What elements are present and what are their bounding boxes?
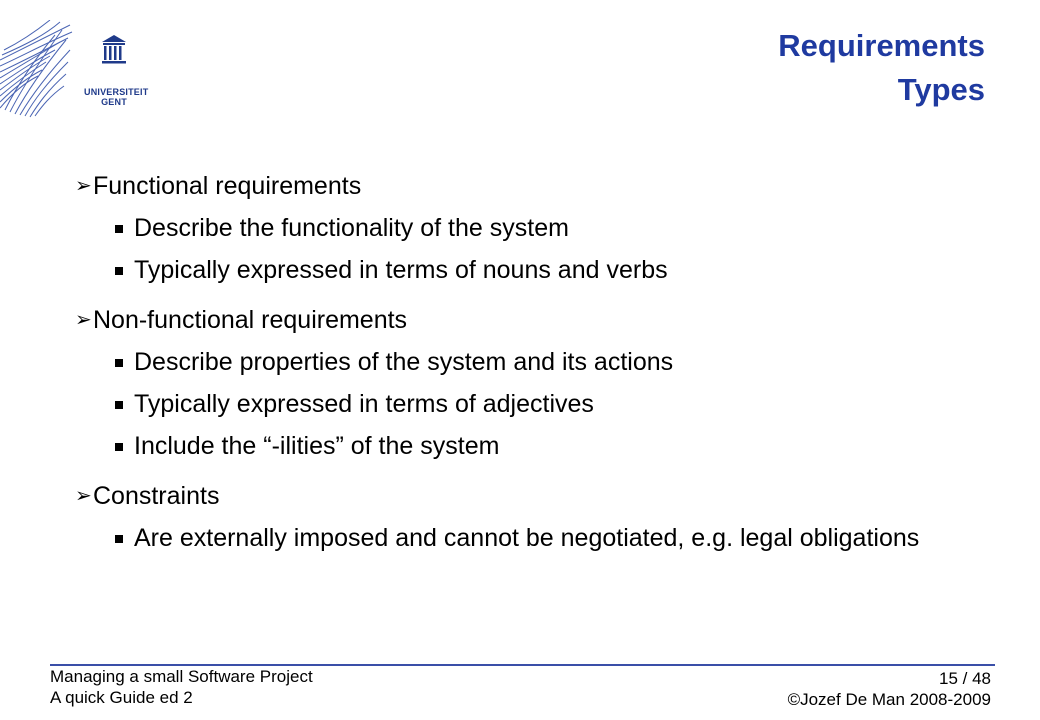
square-bullet-icon — [115, 359, 123, 367]
section-heading — [75, 168, 995, 204]
arrow-bullet-icon: ➢ — [75, 309, 92, 331]
university-name-line2: GENT — [101, 97, 127, 107]
bullet-text: Typically expressed in terms of adjectives — [134, 390, 594, 418]
bullet-text: Describe the functionality of the system — [134, 214, 569, 242]
slide-title-line2: Types — [897, 72, 985, 107]
arrow-bullet-icon: ➢ — [75, 485, 92, 507]
section-heading-text: Functional requirements — [93, 172, 362, 200]
section-heading — [75, 302, 995, 338]
bullet-text: Describe properties of the system and its actions — [134, 348, 674, 376]
bullet-item — [75, 520, 995, 556]
slide-content — [75, 168, 995, 556]
grass-strokes-graphic — [0, 20, 160, 135]
bullet-text: Typically expressed in terms of nouns and verbs — [134, 256, 668, 284]
bullet-text: Include the “-ilities” of the system — [134, 432, 500, 460]
bullet-item — [75, 386, 995, 422]
section-heading-text: Constraints — [93, 482, 220, 510]
bullet-text: Are externally imposed and cannot be negotiated, e.g. legal obligations — [134, 524, 920, 552]
bullet-item — [75, 428, 995, 464]
section-heading-text: Non-functional requirements — [93, 306, 408, 334]
arrow-bullet-icon: ➢ — [75, 175, 92, 197]
university-name — [84, 87, 149, 107]
footer-course-title: Managing a small Software Project — [50, 667, 313, 686]
square-bullet-icon — [115, 225, 123, 233]
slide-title — [778, 24, 985, 112]
square-bullet-icon — [115, 267, 123, 275]
university-logo — [0, 20, 160, 135]
bullet-item — [75, 344, 995, 380]
bullet-item — [75, 210, 995, 246]
square-bullet-icon — [115, 401, 123, 409]
bullet-item — [75, 252, 995, 288]
footer-page-info — [788, 668, 991, 710]
slide-title-line1: Requirements — [778, 28, 985, 63]
page-number: 15 / 48 — [939, 669, 991, 688]
copyright: ©Jozef De Man 2008-2009 — [787, 690, 991, 709]
footer-course-subtitle: A quick Guide ed 2 — [50, 688, 193, 707]
footer-course-info — [50, 666, 313, 708]
square-bullet-icon — [115, 443, 123, 451]
section-heading — [75, 478, 995, 514]
university-name-line1: UNIVERSITEIT — [84, 87, 149, 97]
square-bullet-icon — [115, 535, 123, 543]
